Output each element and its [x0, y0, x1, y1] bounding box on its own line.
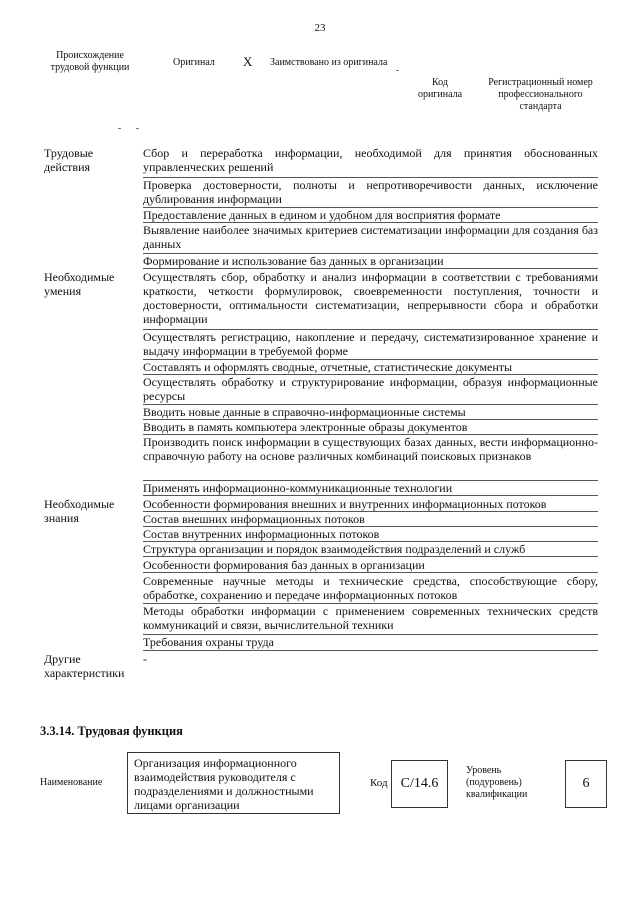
- row-divider: [143, 650, 598, 651]
- knowledge-item: Особенности формирования баз данных в организации: [143, 558, 425, 572]
- action-item: Сбор и переработка информации, необходимой для принятия обоснованных управленческих решений: [143, 146, 598, 174]
- action-item: Формирование и использование баз данных в организации: [143, 254, 444, 268]
- function-code-box: [391, 760, 448, 808]
- skill-item: Составлять и оформлять сводные, отчетные, статистические документы: [143, 360, 513, 374]
- actions-label: Трудовые действия: [44, 146, 94, 174]
- action-item: Проверка достоверности, полноты и непротиворечивости данных, исключение дублирования информации: [143, 178, 598, 206]
- original-code-label: Код оригинала: [417, 77, 463, 100]
- qualification-level-value: 6: [582, 776, 590, 791]
- registration-number-label: Регистрационный номер профессионального стандарта: [488, 77, 593, 112]
- action-item: Предоставление данных в едином и удобном для восприятия формате: [143, 208, 501, 222]
- row-divider: [143, 268, 598, 269]
- function-code-label: Код: [370, 777, 388, 789]
- knowledge-label: Необходимые знания: [44, 497, 115, 525]
- original-check-mark: X: [243, 54, 253, 69]
- skill-item: Осуществлять сбор, обработку и анализ информации в соответствии с требованиями краткости, четкости формулировок, своевременности поступления, точности и достоверности, оптимальности систематизации, непрерывности сбора и обработки информации: [143, 270, 598, 326]
- knowledge-item: Методы обработки информации с применением современных технических средств коммуникаций и связи, вычислительной техники: [143, 604, 598, 632]
- row-divider: [143, 495, 598, 496]
- function-name-label: Наименование: [40, 777, 103, 788]
- knowledge-item: Состав внутренних информационных потоков: [143, 527, 380, 541]
- skill-item: Применять информационно-коммуникационные технологии: [143, 481, 453, 495]
- knowledge-item: Особенности формирования внешних и внутренних информационных потоков: [143, 497, 547, 511]
- knowledge-item: Современные научные методы и технические средства, способствующие сбору, обработке, сохранению и передаче информационных потоков: [143, 574, 598, 602]
- skill-item: Осуществлять регистрацию, накопление и передачу, систематизированное хранение и выдачу информации в требуемой форме: [143, 330, 598, 358]
- action-item: Выявление наиболее значимых критериев систематизации информации для создания баз данных: [143, 223, 598, 251]
- other-label: Другие характеристики: [44, 652, 125, 680]
- knowledge-item: Состав внешних информационных потоков: [143, 512, 365, 526]
- borrowed-label: Заимствовано из оригинала: [270, 57, 388, 68]
- scan-speck: [136, 128, 139, 129]
- qualification-level-box: [565, 760, 607, 808]
- function-name-value: Организация информационного взаимодействия руководителя с подразделениями и должностными лицами организации: [134, 756, 314, 812]
- skill-item: Производить поиск информации в существующих базах данных, вести информационно-справочную работу на основе различных комбинаций поисковых признаков: [143, 435, 598, 463]
- knowledge-item: Структура организации и порядок взаимодействия подразделений и служб: [143, 542, 526, 556]
- skill-item: Вводить в память компьютера электронные образы документов: [143, 420, 468, 434]
- scan-speck: [396, 70, 399, 71]
- origin-label: Происхождение трудовой функции: [50, 50, 130, 73]
- row-divider: [143, 556, 598, 557]
- function-section-title: 3.3.14. Трудовая функция: [40, 724, 183, 738]
- other-item: -: [143, 652, 147, 666]
- function-name-box: [127, 752, 340, 814]
- scan-speck: [118, 128, 121, 129]
- skill-item: Осуществлять обработку и структурирование информации, образуя информационные ресурсы: [143, 375, 598, 403]
- skill-item: Вводить новые данные в справочно-информационные системы: [143, 405, 466, 419]
- knowledge-item: Требования охраны труда: [143, 635, 274, 649]
- function-code-value: C/14.6: [400, 776, 439, 791]
- row-divider: [143, 572, 598, 573]
- original-label: Оригинал: [173, 57, 215, 68]
- skills-label: Необходимые умения: [44, 270, 115, 298]
- qualification-level-label: Уровень (подуровень) квалификации: [466, 765, 528, 800]
- page-number: 23: [314, 22, 326, 34]
